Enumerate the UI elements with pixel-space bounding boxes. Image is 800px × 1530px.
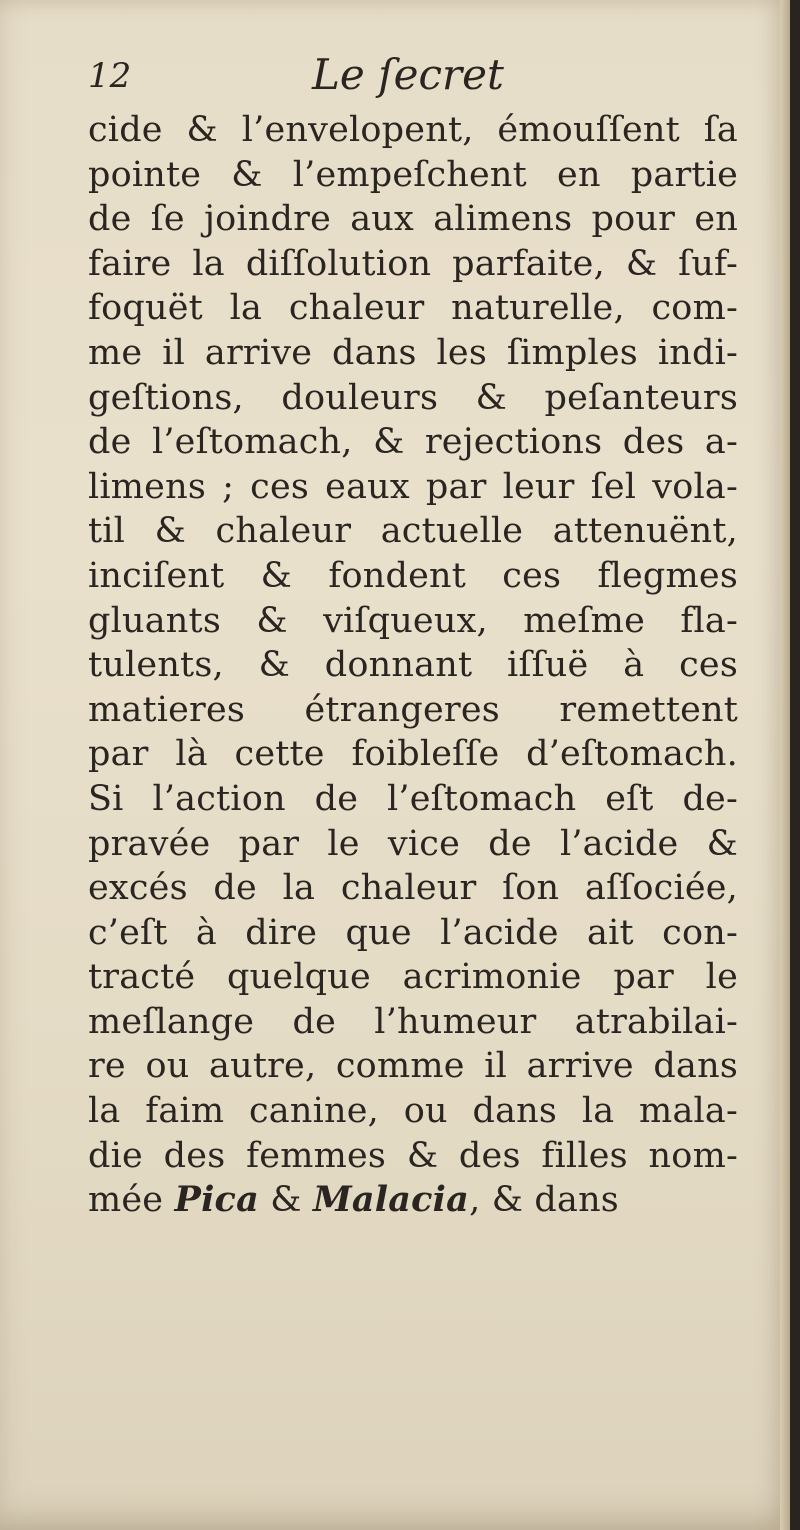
italic-term-pica: Pica bbox=[174, 1179, 259, 1221]
text-line: me il arrive dans les ſimples indi- bbox=[88, 332, 738, 373]
text-line: matieres étrangeres remettent bbox=[88, 689, 738, 730]
text-line: die des femmes & des filles nom- bbox=[88, 1135, 738, 1176]
page-edge bbox=[780, 0, 790, 1530]
page-number: 12 bbox=[88, 56, 132, 96]
text-line: pointe & l’empeſchent en partie bbox=[88, 154, 738, 195]
text-line: re ou autre, comme il arrive dans bbox=[88, 1046, 738, 1087]
page-header bbox=[88, 50, 738, 108]
italic-term-malacia: Malacia bbox=[312, 1179, 470, 1221]
running-head: Le ſecret bbox=[312, 50, 504, 99]
text-line: par là cette foibleſſe d’eſtomach. bbox=[88, 734, 738, 775]
body-text bbox=[88, 108, 738, 1178]
text-line: tracté quelque acrimonie par le bbox=[88, 957, 738, 998]
text-line: geſtions, douleurs & peſanteurs bbox=[88, 377, 738, 418]
text-line: faire la diſſolution parfaite, & ſuf- bbox=[88, 243, 738, 284]
text-line: meſlange de l’humeur atrabilai- bbox=[88, 1001, 738, 1042]
text-line: Si l’action de l’eſtomach eſt de- bbox=[88, 778, 738, 819]
text-block bbox=[88, 50, 738, 1223]
text-line: de ſe joindre aux alimens pour en bbox=[88, 199, 738, 240]
text-line: pravée par le vice de l’acide & bbox=[88, 823, 738, 864]
text-line: cide & l’envelopent, émouſſent ſa bbox=[88, 110, 738, 150]
text-line: c’eſt à dire que l’acide ait con- bbox=[88, 912, 738, 953]
text-line: de l’eſtomach, & rejections des a- bbox=[88, 422, 738, 463]
text-line: foquët la chaleur naturelle, com- bbox=[88, 288, 738, 329]
text-line: tulents, & donnant iſſuë à ces bbox=[88, 645, 738, 686]
text-line: la faim canine, ou dans la mala- bbox=[88, 1091, 738, 1132]
text-line-last bbox=[88, 1178, 738, 1223]
text-fragment: , & dans bbox=[469, 1180, 619, 1221]
text-line: excés de la chaleur ſon aſſociée, bbox=[88, 868, 738, 909]
text-line: inciſent & fondent ces flegmes bbox=[88, 555, 738, 596]
text-fragment: mée bbox=[88, 1180, 175, 1221]
text-line: limens ; ces eaux par leur ſel vola- bbox=[88, 466, 738, 507]
text-fragment: & bbox=[258, 1180, 313, 1221]
text-line: gluants & viſqueux, meſme fla- bbox=[88, 600, 738, 641]
text-line: til & chaleur actuelle attenuënt, bbox=[88, 511, 738, 552]
